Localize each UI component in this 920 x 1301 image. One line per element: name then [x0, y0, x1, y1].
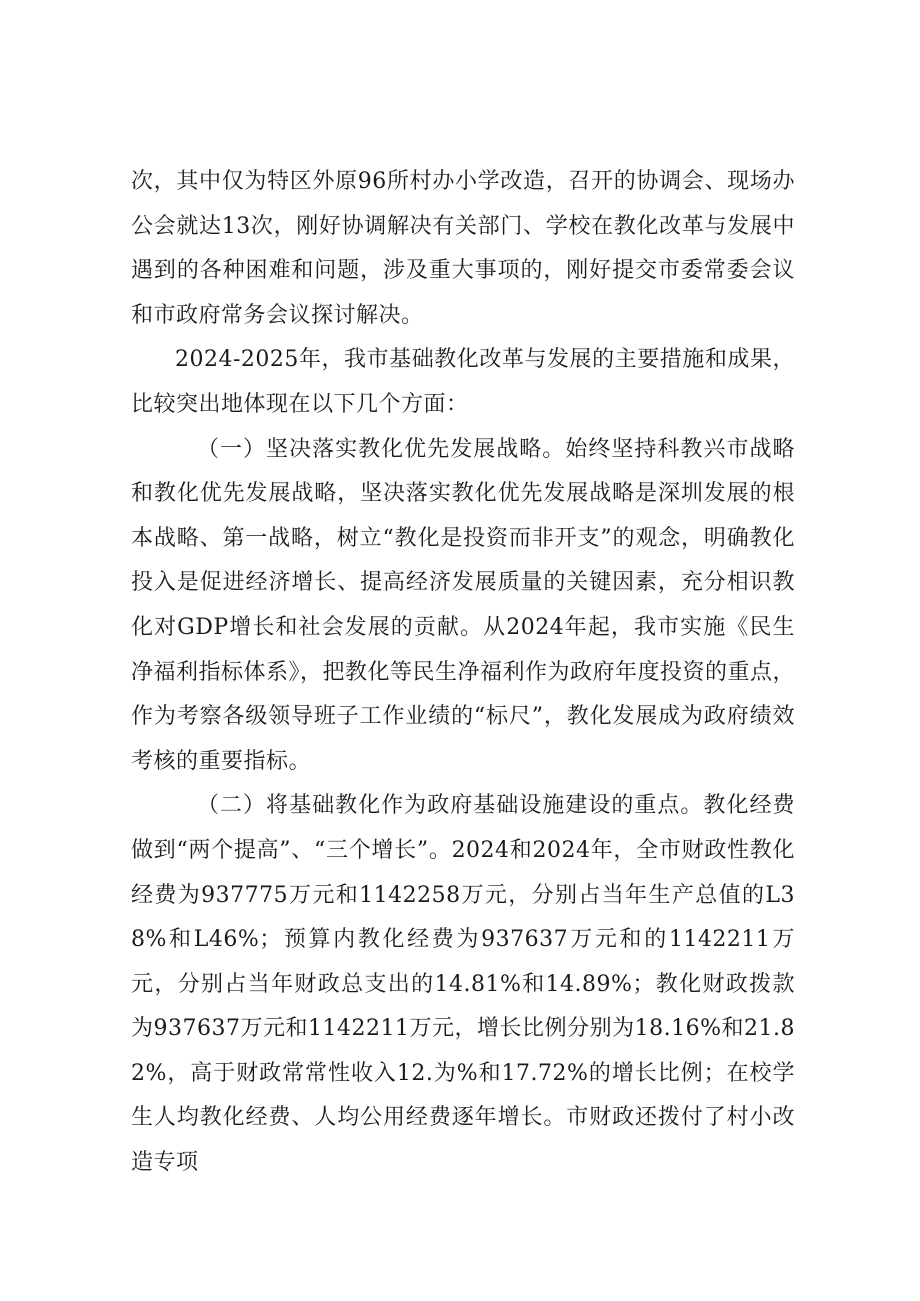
paragraph-continuation: 次，其中仅为特区外原96所村办小学改造，召开的协调会、现场办公会就达13次，刚好协调解决有关部门、学校在教化改革与发展中遇到的各种困难和问题，涉及重大事项的，刚好提交市委常委会议和市政府常务会议探讨解决。	[131, 169, 795, 328]
document-body	[131, 160, 795, 1186]
paragraph-overview: 2024-2025年，我市基础教化改革与发展的主要措施和成果，比较突出地体现在以下几个方面：	[131, 347, 795, 417]
paragraph-section-1: （一）坚决落实教化优先发展战略。始终坚持科教兴市战略和教化优先发展战略，坚决落实教化优先发展战略是深圳发展的根本战略、第一战略，树立“教化是投资而非开支”的观念，明确教化投入是促进经济增长、提高经济发展质量的关键因素，充分相识教化对GDP增长和社会发展的贡献。从2024年起，我市实施《民生净福利指标体系》，把教化等民生净福利作为政府年度投资的重点，作为考察各级领导班子工作业绩的“标尺”，教化发展成为政府绩效考核的重要指标。	[131, 436, 796, 774]
paragraph-section-2: （二）将基础教化作为政府基础设施建设的重点。教化经费做到“两个提高”、“三个增长”。2024和2024年，全市财政性教化经费为937775万元和1142258万元，分别占当年生产总值的L38%和L46%；预算内教化经费为937637万元和的1142211万元，分别占当年财政总支出的14.81%和14.89%；教化财政拨款为937637万元和1142211万元，增长比例分别为18.16%和21.82%，高于财政常常性收入12.为%和17.72%的增长比例；在校学生人均教化经费、人均公用经费逐年增长。市财政还拨付了村小改造专项	[131, 793, 795, 1176]
